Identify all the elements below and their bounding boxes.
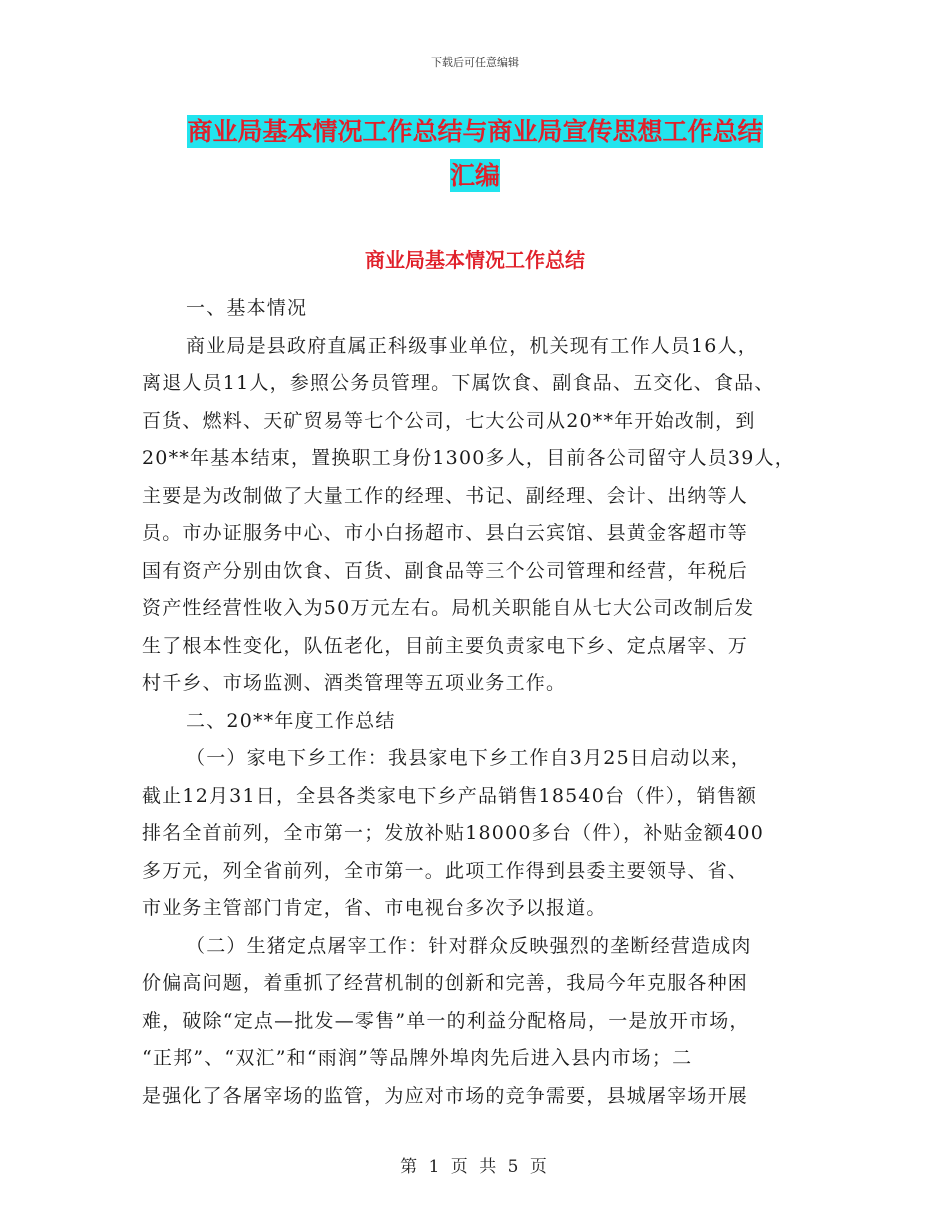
paragraph-line: 村千乡、市场监测、酒类管理等五项业务工作。 bbox=[142, 672, 567, 694]
body-text bbox=[142, 290, 822, 1115]
document-title-line-1 bbox=[120, 108, 830, 156]
title-highlight-1: 商业局基本情况工作总结与商业局宣传思想工作总结 bbox=[187, 117, 763, 146]
heading-annual-summary: 二、20**年度工作总结 bbox=[186, 709, 396, 732]
page-number: 第 1 页 共 5 页 bbox=[400, 1157, 550, 1177]
paragraph-line: （二）生猪定点屠宰工作：针对群众反映强烈的垄断经营造成肉 bbox=[186, 934, 752, 957]
paragraph-line: 价偏高问题，着重抓了经营机制的创新和完善，我局今年克服各种困 bbox=[142, 972, 749, 994]
paragraph-line: 离退人员11人，参照公务员管理。下属饮食、副食品、五交化、食品、 bbox=[142, 372, 775, 394]
paragraph-line: 难，破除“定点—批发—零售”单一的利益分配格局，一是放开市场， bbox=[142, 1009, 750, 1032]
paragraph-line: 员。市办证服务中心、市小白扬超市、县白云宾馆、县黄金客超市等 bbox=[142, 522, 749, 544]
heading-basic-info: 一、基本情况 bbox=[186, 297, 308, 319]
paragraph-line: 是强化了各屠宰场的监管，为应对市场的竞争需要，县城屠宰场开展 bbox=[142, 1084, 749, 1107]
paragraph-line: 多万元，列全省前列，全市第一。此项工作得到县委主要领导、省、 bbox=[142, 859, 749, 882]
paragraph-line: 商业局是县政府直属正科级事业单位，机关现有工作人员16人， bbox=[186, 334, 758, 357]
paragraph-line: “正邦”、“双汇”和“雨润”等品牌外埠肉先后进入县内市场；二 bbox=[142, 1047, 693, 1069]
paragraph-line: 排名全首前列，全市第一；发放补贴18000多台（件），补贴金额400 bbox=[142, 822, 765, 844]
paragraph-line: 资产性经营性收入为50万元左右。局机关职能自从七大公司改制后发 bbox=[142, 597, 755, 619]
paragraph-line: 百货、燃料、天矿贸易等七个公司，七大公司从20**年开始改制，到 bbox=[142, 409, 756, 432]
paragraph-line: 市业务主管部门肯定，省、市电视台多次予以报道。 bbox=[142, 897, 607, 919]
paragraph-line: 20**年基本结束，置换职工身份1300多人，目前各公司留守人员39人， bbox=[142, 447, 795, 469]
paragraph-line: 主要是为改制做了大量工作的经理、书记、副经理、会计、出纳等人 bbox=[142, 484, 749, 507]
paragraph-line: （一）家电下乡工作：我县家电下乡工作自3月25日启动以来， bbox=[186, 747, 752, 769]
document-title-line-2 bbox=[120, 152, 830, 200]
paragraph-line: 截止12月31日，全县各类家电下乡产品销售18540台（件），销售额 bbox=[142, 784, 758, 807]
section-title: 商业局基本情况工作总结 bbox=[365, 248, 585, 272]
paragraph-line: 生了根本性变化，队伍老化，目前主要负责家电下乡、定点屠宰、万 bbox=[142, 634, 749, 657]
header-note: 下载后可任意编辑 bbox=[431, 56, 519, 69]
title-highlight-2: 汇编 bbox=[449, 161, 500, 190]
paragraph-line: 国有资产分别由饮食、百货、副食品等三个公司管理和经营，年税后 bbox=[142, 559, 749, 582]
